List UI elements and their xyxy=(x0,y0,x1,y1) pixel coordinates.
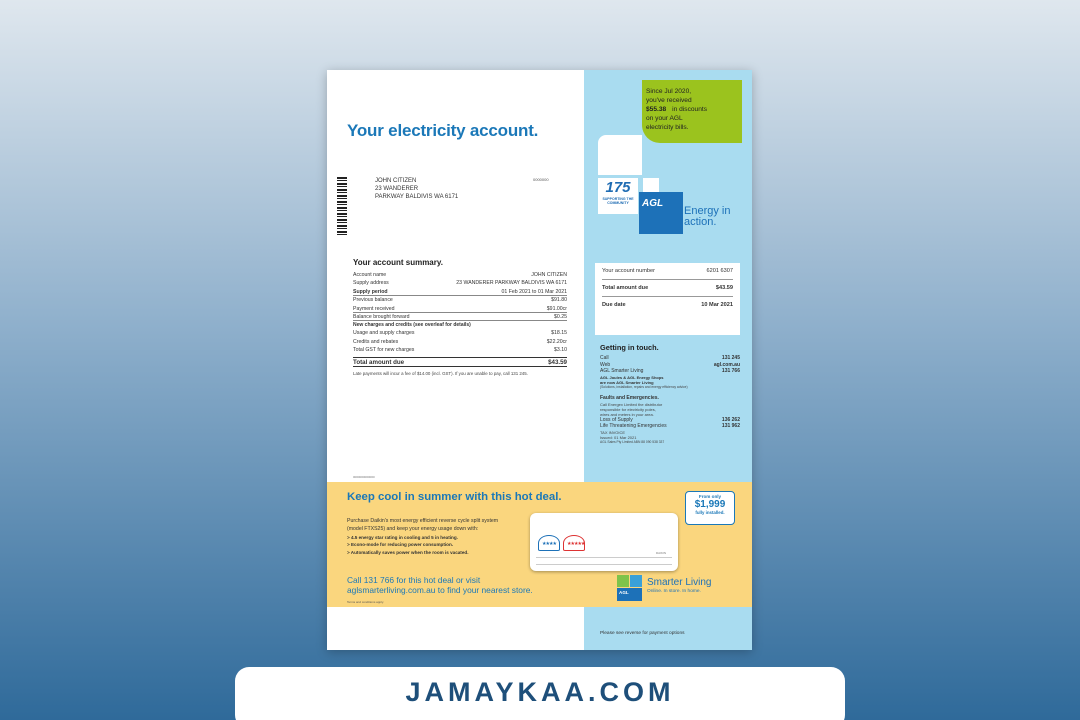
smarter-living-name: Smarter Living Online. In store. In home. xyxy=(647,577,712,594)
faults-note: responsible for electricity poles, xyxy=(600,406,656,412)
total-due-row: Total amount due $43.59 xyxy=(602,280,733,297)
faults-note: Call Energex Limited the distributor xyxy=(600,401,663,407)
contact-row: AGL Smarter Living 131 766 xyxy=(600,368,740,375)
summary-row: Total GST for new charges $3.10 xyxy=(353,347,567,354)
agl-logo: AGL xyxy=(639,192,683,234)
summary-row: Previous balance $91.80 xyxy=(353,297,567,304)
energy-in-action-tagline: Energy in action. xyxy=(684,205,731,228)
promo-heading: Keep cool in summer with this hot deal. xyxy=(347,491,562,503)
summary-row: Supply address 23 WANDERER PARKWAY BALDIVIS WA 6171 xyxy=(353,280,567,287)
promo-bullet: > Econo-mode for reducing power consumption. xyxy=(347,542,454,548)
faults-note: wires and meters in your area. xyxy=(600,411,654,417)
ac-brand: DAIKIN xyxy=(655,551,666,555)
bill-title: Your electricity account. xyxy=(347,121,539,140)
promo-fine-print: Terms and conditions apply. xyxy=(347,600,384,604)
issue-date: Issued: 01 Mar 2021 xyxy=(600,434,637,440)
total-amount-row: Total amount due $43.59 xyxy=(353,358,567,366)
smarter-living-logo: AGL xyxy=(617,575,643,601)
summary-row: Usage and supply charges $18.15 xyxy=(353,330,567,337)
faults-heading: Faults and Emergencies. xyxy=(600,394,659,401)
discount-amount: $55.38 xyxy=(646,106,667,113)
discount-box: Since Jul 2020, you've received $55.38 in discounts on your AGL electricity bills. xyxy=(642,80,742,143)
summary-row: Credits and rebates $22.20cr xyxy=(353,338,567,345)
promo-banner xyxy=(327,482,752,607)
address-line: PARKWAY BALDIVIS WA 6171 xyxy=(375,194,459,200)
site-watermark-bar xyxy=(235,667,845,720)
site-watermark: JAMAYKAA.COM xyxy=(405,677,675,707)
mailing-address xyxy=(375,177,458,201)
community-badge: 175 SUPPORTING THE COMMUNITY xyxy=(598,178,638,214)
contact-row: Call 131 245 xyxy=(600,355,740,361)
contact-row: Web agl.com.au xyxy=(600,361,740,368)
reverse-payment-note: Please see reverse for payment options xyxy=(600,631,685,636)
abn-line: AGL Sales Pty Limited ABN 88 090 538 337 xyxy=(600,439,665,444)
promo-bullet: > 4.5 energy star rating in cooling and 5 in heating. xyxy=(347,534,458,540)
price-tag: From only $1,999 fully installed. xyxy=(685,491,735,525)
summary-row: Payment received $91.00cr xyxy=(353,305,567,312)
footer-code: 0000000000000 xyxy=(353,475,375,479)
air-conditioner-image xyxy=(530,513,678,571)
account-number-row: Your account number 6201 6307 xyxy=(602,263,733,280)
electricity-bill xyxy=(327,70,752,650)
fault-row: Life Threatening Emergencies 131 962 xyxy=(600,423,740,430)
summary-heading: Your account summary. xyxy=(353,258,443,267)
tax-invoice-label: TAX INVOICE xyxy=(600,429,626,435)
shops-note: (Solutions, installation, repairs and energy efficiency advice) xyxy=(600,384,688,389)
summary-row: Balance brought forward $0.25 xyxy=(353,313,567,320)
shops-note: AGL Joules & AGL Energy Shops xyxy=(600,374,664,380)
reference-code: 0000000 xyxy=(533,177,549,182)
energy-star-label-icon: ★★★★★ xyxy=(563,535,585,551)
shops-note: are now AGL Smarter Living xyxy=(600,379,654,385)
summary-row: Supply period 01 Feb 2021 to 01 Mar 2021 xyxy=(353,288,567,295)
account-box xyxy=(595,263,740,335)
decorative-square xyxy=(598,135,642,175)
promo-body: Purchase Daikin's most energy efficient reverse cycle split system (model FTXS25) and keep your energy usage down with: > 4.5 energy star rating in cooling and 5 in heating. > Econo-mode for reducing power consumption. > Automatically saves power when the room is vacated. xyxy=(347,518,507,557)
promo-bullet: > Automatically saves power when the room is vacated. xyxy=(347,550,469,556)
touch-heading: Getting in touch. xyxy=(600,343,659,352)
summary-row: Account name JOHN CITIZEN xyxy=(353,272,567,278)
address-line: JOHN CITIZEN xyxy=(375,178,417,184)
address-line: 23 WANDERER xyxy=(375,186,419,192)
new-charges-heading: New charges and credits (see overleaf for details) xyxy=(353,322,471,329)
late-payment-note: Late payments will incur a fee of $14.00 (incl. GST). If you are unable to pay, call 131 245. xyxy=(353,370,528,376)
account-summary xyxy=(353,258,567,376)
energy-star-label-icon: ★★★★ xyxy=(538,535,560,551)
fault-row: Loss of Supply 136 262 xyxy=(600,416,740,423)
due-date-row: Due date 10 Mar 2021 xyxy=(602,302,733,308)
promo-call-to-action: Call 131 766 for this hot deal or visit aglsmarterliving.com.au to find your nearest store. xyxy=(347,575,533,595)
getting-in-touch xyxy=(600,343,740,445)
postal-barcode xyxy=(337,177,347,237)
